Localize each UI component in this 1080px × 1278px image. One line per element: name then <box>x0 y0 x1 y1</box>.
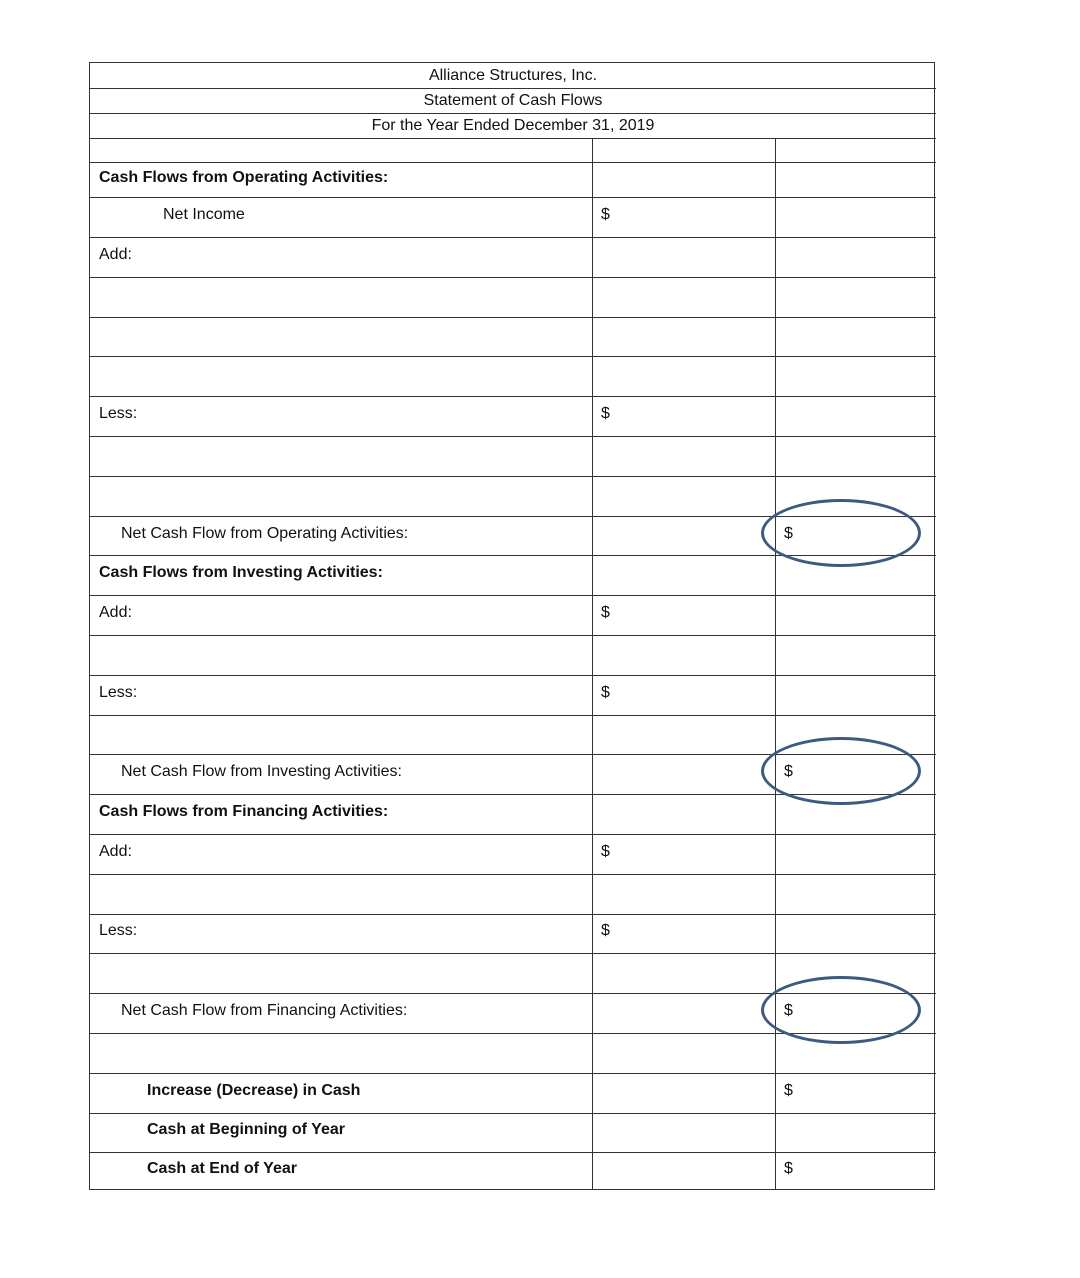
row-label: Cash Flows from Operating Activities: <box>99 169 389 186</box>
row-label: Net Income <box>163 206 245 223</box>
circle-annotation <box>761 499 921 567</box>
total-cell[interactable]: $ <box>784 1002 793 1019</box>
total-cell[interactable]: $ <box>784 525 793 542</box>
total-column-divider <box>775 138 776 1190</box>
row-label: Cash Flows from Investing Activities: <box>99 564 383 581</box>
row-rule <box>90 953 936 954</box>
header-rule <box>90 138 936 139</box>
row-rule <box>90 595 936 596</box>
row-rule <box>90 396 936 397</box>
row-rule <box>90 277 936 278</box>
cash-flow-statement-table <box>89 62 935 1190</box>
statement-period: For the Year Ended December 31, 2019 <box>371 117 655 134</box>
row-rule <box>90 476 936 477</box>
header-rule <box>90 88 936 89</box>
row-rule <box>90 834 936 835</box>
row-rule <box>90 436 936 437</box>
row-label: Cash Flows from Financing Activities: <box>99 803 389 820</box>
row-label: Add: <box>99 246 132 263</box>
row-rule <box>90 874 936 875</box>
row-rule <box>90 162 936 163</box>
row-label: Increase (Decrease) in Cash <box>147 1082 361 1099</box>
total-cell[interactable]: $ <box>784 763 793 780</box>
row-label: Less: <box>99 922 138 939</box>
row-label: Cash at Beginning of Year <box>147 1121 345 1138</box>
circle-annotation <box>761 976 921 1044</box>
row-rule <box>90 237 936 238</box>
row-rule <box>90 317 936 318</box>
company-name: Alliance Structures, Inc. <box>428 67 598 84</box>
row-label: Add: <box>99 843 132 860</box>
header-rule <box>90 113 936 114</box>
row-rule <box>90 635 936 636</box>
row-rule <box>90 1152 936 1153</box>
row-label: Less: <box>99 684 138 701</box>
circle-annotation <box>761 737 921 805</box>
row-rule <box>90 675 936 676</box>
row-rule <box>90 197 936 198</box>
amount-cell[interactable]: $ <box>601 922 610 939</box>
amount-cell[interactable]: $ <box>601 604 610 621</box>
row-label: Net Cash Flow from Investing Activities: <box>121 763 402 780</box>
total-cell[interactable]: $ <box>784 1082 793 1099</box>
amount-cell[interactable]: $ <box>601 684 610 701</box>
amount-cell[interactable]: $ <box>601 405 610 422</box>
amount-column-divider <box>592 138 593 1190</box>
row-rule <box>90 1073 936 1074</box>
amount-cell[interactable]: $ <box>601 843 610 860</box>
row-rule <box>90 1113 936 1114</box>
row-label: Net Cash Flow from Operating Activities: <box>121 525 409 542</box>
row-rule <box>90 715 936 716</box>
row-label: Cash at End of Year <box>147 1160 297 1177</box>
row-rule <box>90 356 936 357</box>
row-label: Less: <box>99 405 138 422</box>
amount-cell[interactable]: $ <box>601 206 610 223</box>
row-label: Add: <box>99 604 132 621</box>
row-rule <box>90 914 936 915</box>
row-label: Net Cash Flow from Financing Activities: <box>121 1002 408 1019</box>
total-cell[interactable]: $ <box>784 1160 793 1177</box>
statement-title: Statement of Cash Flows <box>423 92 603 109</box>
